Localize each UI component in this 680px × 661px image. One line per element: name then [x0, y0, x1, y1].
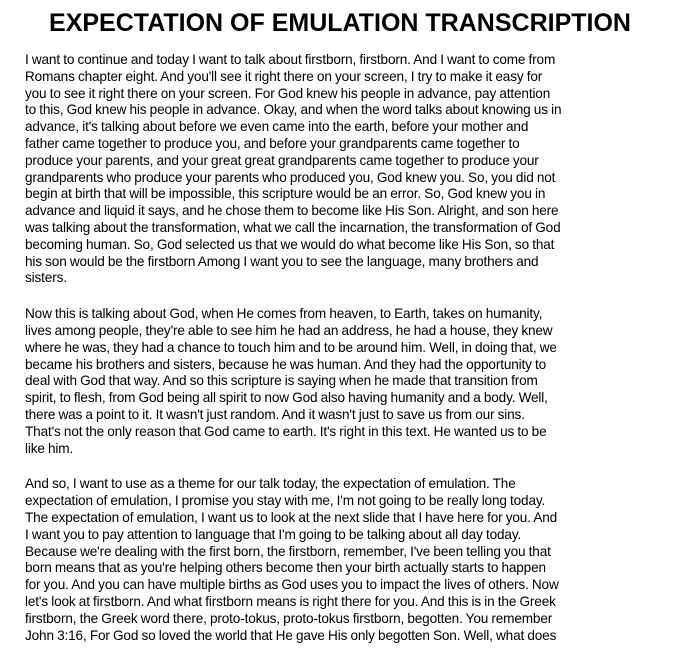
- text-line: you to see it right there on your screen. For God knew his people in advance, pay attention: [25, 85, 551, 101]
- text-line: spirit, to flesh, from God being all spirit to now God also having humanity and a body. Well,: [25, 390, 548, 406]
- text-line: like him.: [25, 440, 74, 456]
- text-line: begin at birth that will be impossible, this scripture would be an error. So, God knew you in: [25, 186, 546, 202]
- text-line: Because we're dealing with the first born, the firstborn, remember, I've been telling you that: [25, 543, 551, 559]
- paragraph-2: [25, 306, 670, 457]
- text-line: deal with God that way. And so this scripture is saying when he made that transition from: [25, 373, 538, 389]
- text-line: there was a point to it. It wasn't just random. And it wasn't just to save us from our sins.: [25, 406, 525, 422]
- text-line: for you. And you can have multiple births as God uses you to impact the lives of others. Now: [25, 577, 559, 593]
- text-line: was talking about the transformation, what we call the incarnation, the transformation of God: [25, 219, 561, 235]
- text-line: let's look at firstborn. And what firstborn means is right there for you. And this is in the Greek: [25, 593, 556, 609]
- text-line: lives among people, they're able to see him he had an address, he had a house, they knew: [25, 322, 553, 338]
- text-line: John 3:16, For God so loved the world that He gave His only begotten Son. Well, what does: [25, 627, 557, 643]
- text-line: sisters.: [25, 270, 67, 286]
- text-line: to this, God knew his people in advance. Okay, and when the word talks about knowing us in: [25, 102, 562, 118]
- text-line: I want to continue and today I want to talk about firstborn, firstborn. And I want to come from: [25, 52, 556, 67]
- text-line: Now this is talking about God, when He comes from heaven, to Earth, takes on humanity,: [25, 306, 543, 322]
- text-line: advance, it's talking about before we even came into the earth, before your mother and: [25, 119, 529, 135]
- text-line: expectation of emulation, I promise you stay with me, I'm not going to be really long today.: [25, 493, 546, 509]
- paragraph-1: [25, 52, 670, 287]
- text-line: produce your parents, and your great great grandparents came together to produce your: [25, 152, 539, 168]
- transcript-body: [25, 52, 670, 661]
- text-line: I want you to pay attention to language that I'm going to be talking about all day today.: [25, 526, 522, 542]
- text-line: where he was, they had a chance to touch him and to be around him. Well, in doing that, we: [25, 339, 557, 355]
- text-line: Romans chapter eight. And you'll see it right there on your screen, I try to make it easy for: [25, 68, 543, 84]
- text-line: That's not the only reason that God came to earth. It's right in this text. He wanted us to be: [25, 423, 547, 439]
- text-line: his son would be the firstborn Among I want you to see the language, many brothers and: [25, 253, 539, 269]
- text-line: becoming human. So, God selected us that we would do what become like His Son, so that: [25, 236, 555, 252]
- document-title: EXPECTATION OF EMULATION TRANSCRIPTION: [49, 9, 631, 37]
- text-line: became his brothers and sisters, because he was human. And they had the opportunity to: [25, 356, 547, 372]
- text-line: born means that as you're helping others become then your birth actually starts to happen: [25, 560, 546, 576]
- text-line: And so, I want to use as a theme for our talk today, the expectation of emulation. The: [25, 476, 516, 492]
- text-line: The expectation of emulation, I want us to look at the next slide that I have here for you. And: [25, 509, 558, 525]
- text-line: grandparents who produce your parents who produced you, God knew you. So, you did not: [25, 169, 556, 185]
- text-line: firstborn, the Greek word there, proto-tokus, proto-tokus firstborn, begotten. You remember: [25, 610, 553, 626]
- paragraph-3: [25, 476, 670, 644]
- text-line: father came together to produce you, and before your grandparents came together to: [25, 135, 520, 151]
- text-line: advance and liquid it says, and he chose them to become like His Son. Alright, and son here: [25, 203, 559, 219]
